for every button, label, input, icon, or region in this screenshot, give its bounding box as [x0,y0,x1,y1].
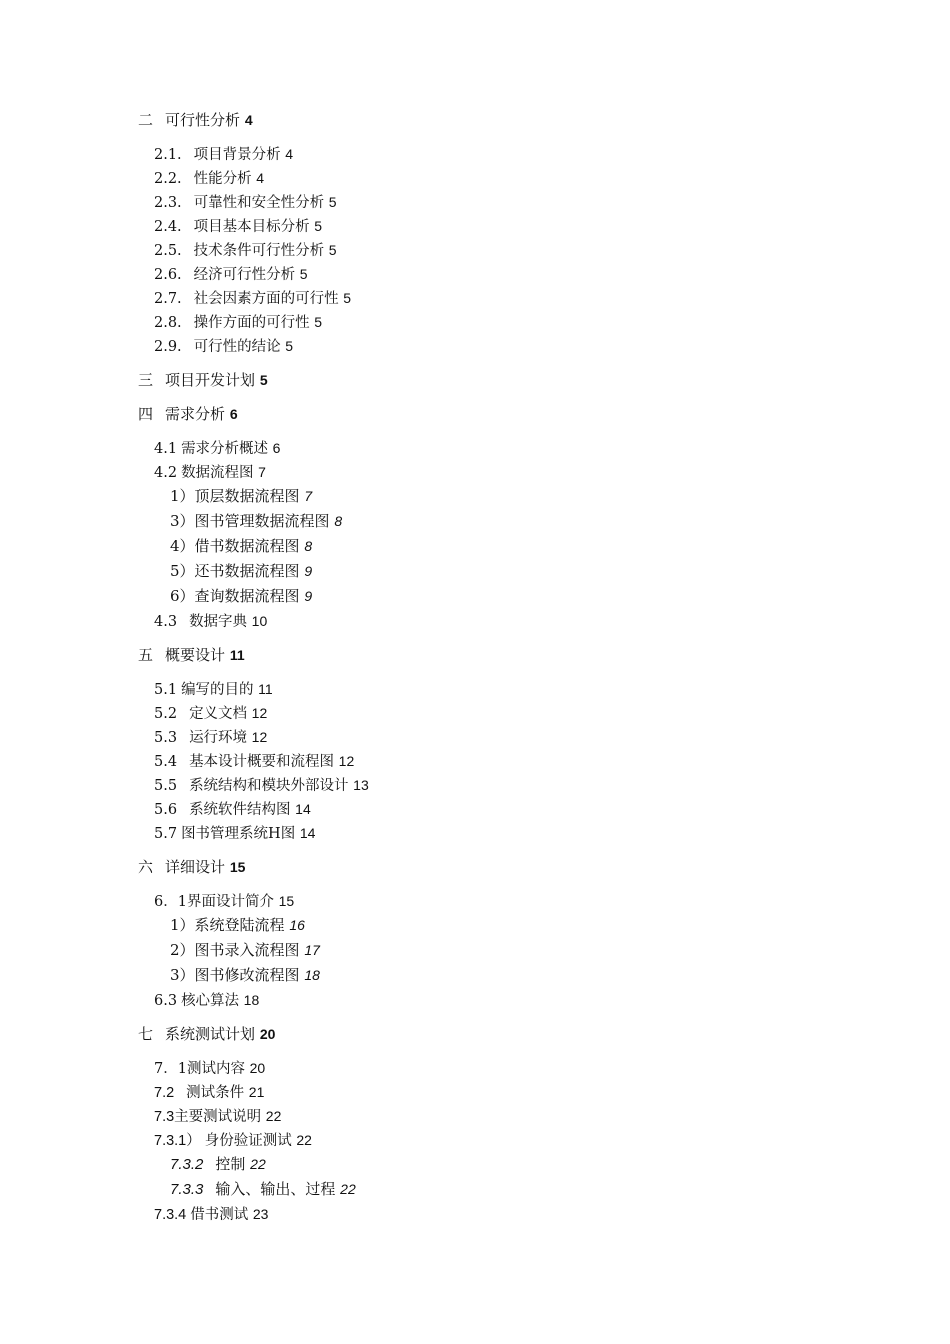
toc-entry-2-4[interactable] [138,214,838,238]
toc-number: 四 [138,405,154,423]
toc-section-6[interactable] [138,855,838,879]
toc-title: 系统结构和模块外部设计 [189,778,349,794]
toc-section-2[interactable] [138,108,838,132]
toc-page: 10 [251,613,268,629]
toc-page: 5 [343,290,352,306]
toc-title: 图书录入流程图 [194,941,300,959]
toc-number: 4） [170,537,195,555]
toc-page: 14 [299,825,316,841]
toc-page: 22 [340,1181,356,1197]
toc-number: 7.3.1） [154,1133,201,1149]
toc-page: 12 [251,729,268,745]
toc-number: 6.3 [154,993,178,1009]
toc-entry-7-3-1[interactable] [138,1128,838,1152]
toc-page: 6 [229,406,238,422]
table-of-contents [138,108,838,1226]
toc-title: 基本设计概要和流程图 [189,754,335,770]
toc-title: 图书修改流程图 [194,966,300,984]
toc-number: 2.2. [154,171,182,187]
toc-page: 5 [328,194,337,210]
toc-title: 定义文档 [189,706,248,722]
toc-number: 2.8. [154,315,182,331]
toc-title: 数据流程图 [181,465,254,481]
toc-entry-5-5[interactable] [138,773,838,797]
toc-number: 五 [138,646,154,664]
toc-number: 7.2 [154,1085,175,1101]
toc-page: 21 [248,1084,265,1100]
toc-page: 17 [304,942,320,958]
toc-page: 15 [278,893,295,909]
toc-entry-2-6[interactable] [138,262,838,286]
toc-page: 7 [304,488,313,504]
toc-page: 5 [259,372,268,388]
toc-number: 六 [138,858,154,876]
toc-entry-2-5[interactable] [138,238,838,262]
toc-entry-4-2-6[interactable] [138,584,838,609]
toc-number: 5.3 [154,730,178,746]
toc-number: 7.3 [154,1109,175,1125]
toc-title: 需求分析概述 [181,441,269,457]
toc-number: 4.2 [154,465,178,481]
toc-number: 7.3.3 [170,1181,204,1198]
toc-section-7[interactable] [138,1022,838,1046]
toc-title: 顶层数据流程图 [194,487,300,505]
toc-number: 4.1 [154,441,178,457]
toc-title: 技术条件可行性分析 [193,243,325,259]
toc-page: 6 [272,440,281,456]
toc-entry-4-2-5[interactable] [138,559,838,584]
toc-number: 2.4. [154,219,182,235]
toc-title: 社会因素方面的可行性 [193,291,339,307]
toc-number: 5.4 [154,754,178,770]
toc-number: 七 [138,1025,154,1043]
toc-number: 7.3.2 [170,1156,204,1173]
toc-number: 三 [138,371,154,389]
toc-title: 控制 [215,1155,246,1173]
toc-page: 4 [285,146,294,162]
toc-entry-5-7[interactable] [138,821,838,845]
toc-entry-4-3[interactable] [138,609,838,633]
toc-entry-5-3[interactable] [138,725,838,749]
toc-page: 22 [250,1156,266,1172]
toc-title: 项目基本目标分析 [193,219,310,235]
toc-title: 测试条件 [186,1085,245,1101]
toc-number: 1） [170,916,195,934]
toc-number: 2） [170,941,195,959]
toc-title: 经济可行性分析 [193,267,296,283]
toc-number: 2.5. [154,243,182,259]
toc-number: 1） [170,487,195,505]
toc-page: 20 [259,1026,276,1042]
toc-title: 数据字典 [189,614,248,630]
toc-number: 7．1 [154,1061,187,1077]
toc-entry-5-4[interactable] [138,749,838,773]
toc-title: 输入、输出、过程 [215,1180,336,1198]
toc-entry-7-3-3[interactable] [138,1177,838,1202]
toc-number: 5.6 [154,802,178,818]
toc-entry-5-6[interactable] [138,797,838,821]
toc-page: 13 [353,777,369,793]
toc-number: 5.7 [154,826,178,842]
toc-title: 详细设计 [165,858,226,876]
toc-page: 8 [334,513,343,529]
toc-entry-4-2-3[interactable] [138,509,838,534]
toc-entry-2-9[interactable] [138,334,838,358]
toc-title: 可靠性和安全性分析 [193,195,325,211]
toc-title: 系统登陆流程 [194,916,285,934]
toc-entry-7-1[interactable] [138,1056,838,1080]
toc-section-4[interactable] [138,402,838,426]
toc-page: 9 [304,563,313,579]
toc-title: 可行性的结论 [193,339,281,355]
toc-entry-6-1-3[interactable] [138,963,838,988]
toc-entry-6-1[interactable] [138,889,838,913]
toc-number: 2.7. [154,291,182,307]
toc-number: 2.1. [154,147,182,163]
toc-section-5[interactable] [138,643,838,667]
toc-number: 2.6. [154,267,182,283]
toc-page: 5 [299,266,308,282]
toc-title: 核心算法 [181,993,240,1009]
toc-title: 系统软件结构图 [189,802,291,818]
toc-title: 界面设计简介 [186,894,274,910]
toc-entry-7-3-4[interactable] [138,1202,838,1226]
toc-number: 5.1 [154,682,178,698]
toc-entry-2-8[interactable] [138,310,838,334]
toc-title: 借书数据流程图 [194,537,300,555]
toc-page: 22 [265,1108,282,1124]
toc-title: 操作方面的可行性 [193,315,310,331]
toc-title: 可行性分析 [165,111,241,129]
toc-title: 需求分析 [165,405,226,423]
toc-page: 7 [258,464,266,480]
toc-entry-4-1[interactable] [138,436,838,460]
toc-number: 5.5 [154,778,178,794]
toc-title: 身份验证测试 [204,1133,292,1149]
toc-entry-6-1-1[interactable] [138,913,838,938]
toc-page: 18 [243,992,260,1008]
toc-page: 16 [289,917,305,933]
toc-entry-6-3[interactable] [138,988,838,1012]
toc-title: 借书测试 [190,1207,249,1223]
toc-number: 5.2 [154,706,178,722]
toc-number: 3） [170,512,195,530]
toc-page: 5 [285,338,294,354]
toc-page: 11 [258,681,273,697]
toc-title: 性能分析 [193,171,252,187]
toc-page: 5 [328,242,337,258]
toc-number: 2.9. [154,339,182,355]
toc-page: 4 [256,170,265,186]
toc-title: 项目背景分析 [193,147,281,163]
toc-title: 图书管理系统H图 [181,826,296,842]
toc-section-3[interactable] [138,368,838,392]
toc-title: 主要测试说明 [174,1109,262,1125]
toc-number: 5） [170,562,195,580]
toc-number: 3） [170,966,195,984]
toc-entry-2-7[interactable] [138,286,838,310]
toc-entry-5-2[interactable] [138,701,838,725]
toc-title: 编写的目的 [181,682,254,698]
toc-number: 2.3. [154,195,182,211]
toc-entry-4-2-4[interactable] [138,534,838,559]
toc-entry-2-3[interactable] [138,190,838,214]
toc-number: 6．1 [154,894,187,910]
toc-page: 20 [249,1060,266,1076]
toc-entry-2-1[interactable] [138,142,838,166]
toc-entry-7-2[interactable] [138,1080,838,1104]
toc-entry-7-3[interactable] [138,1104,838,1128]
toc-number: 7.3.4 [154,1207,187,1223]
toc-title: 还书数据流程图 [194,562,300,580]
toc-entry-4-2-1[interactable] [138,484,838,509]
toc-page: 15 [229,859,246,875]
toc-entry-6-1-2[interactable] [138,938,838,963]
toc-number: 6） [170,587,195,605]
toc-entry-4-2[interactable] [138,460,838,484]
toc-number: 4.3 [154,614,178,630]
toc-title: 系统测试计划 [165,1025,256,1043]
toc-page: 11 [229,647,245,663]
toc-page: 5 [314,218,323,234]
toc-entry-2-2[interactable] [138,166,838,190]
toc-entry-5-1[interactable] [138,677,838,701]
toc-page: 12 [251,705,268,721]
toc-page: 12 [338,753,355,769]
toc-title: 图书管理数据流程图 [194,512,330,530]
toc-page: 5 [314,314,323,330]
toc-title: 查询数据流程图 [194,587,300,605]
toc-title: 项目开发计划 [165,371,256,389]
toc-page: 8 [304,538,313,554]
toc-page: 4 [244,112,253,128]
toc-entry-7-3-2[interactable] [138,1152,838,1177]
toc-page: 9 [304,588,313,604]
toc-title: 测试内容 [186,1061,245,1077]
toc-page: 22 [296,1132,312,1148]
toc-title: 概要设计 [165,646,226,664]
toc-number: 二 [138,111,154,129]
toc-page: 23 [252,1206,269,1222]
toc-page: 14 [295,801,311,817]
toc-page: 18 [304,967,320,983]
toc-title: 运行环境 [189,730,248,746]
